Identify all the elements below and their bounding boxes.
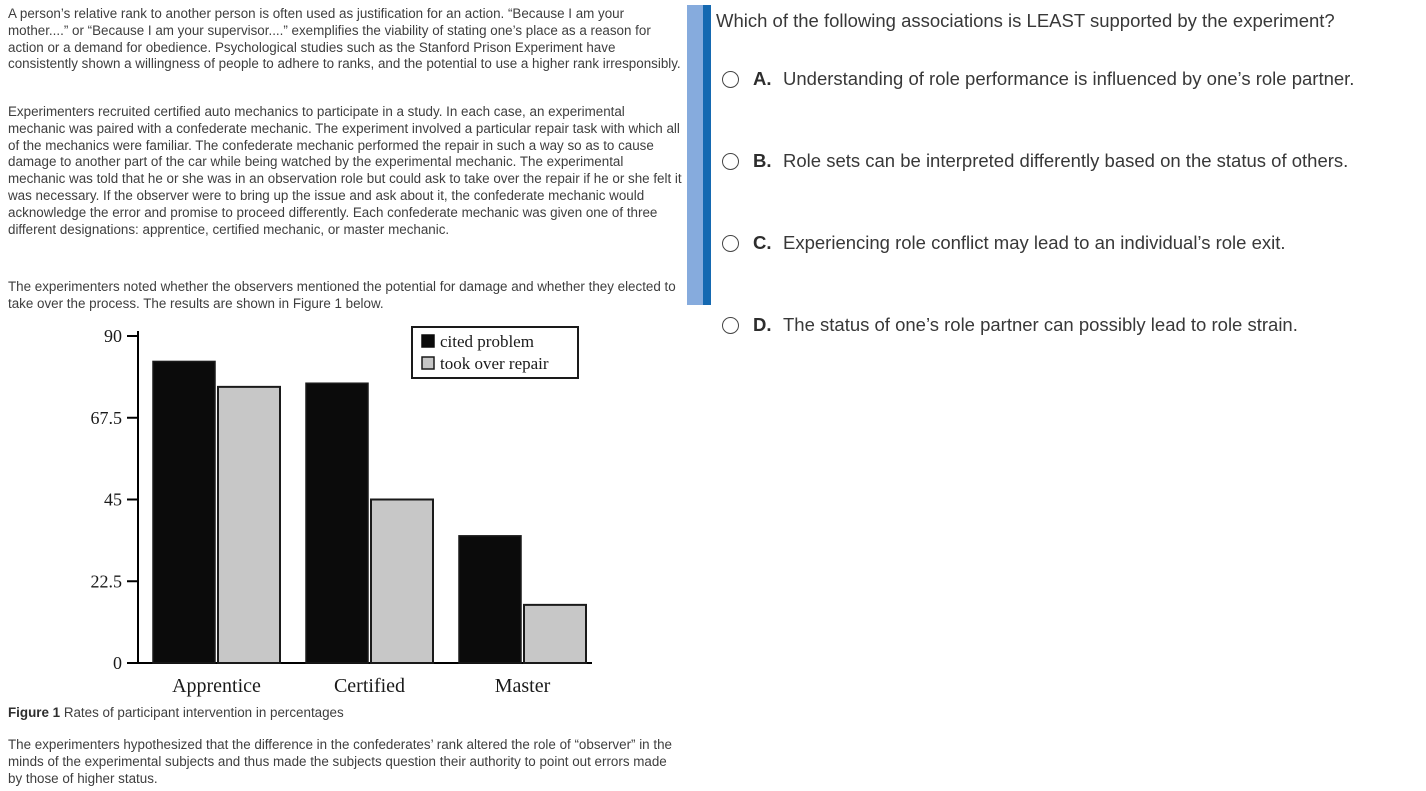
- option-letter-b: B.: [753, 150, 772, 171]
- option-text-b: Role sets can be interpreted differently based on the status of others.: [783, 150, 1349, 171]
- radio-button-c[interactable]: [722, 235, 739, 252]
- legend-label-1: took over repair: [440, 354, 549, 373]
- passage-paragraph-3: The experimenters noted whether the observers mentioned the potential for damage and whether they elected to take over the process. The results are shown in Figure 1 below.: [8, 279, 676, 311]
- bar-apprentice-series-0: [153, 361, 215, 663]
- legend-label-0: cited problem: [440, 332, 534, 351]
- x-category-label: Apprentice: [172, 675, 261, 697]
- y-tick-label: 90: [104, 326, 122, 346]
- question-text: Which of the following associations is LEAST supported by the experiment?: [716, 10, 1335, 31]
- answer-option-b[interactable]: [716, 150, 1348, 172]
- passage-paragraph-1: A person’s relative rank to another person is often used as justification for an action. “Because I am your mother....” or “Because I am your supervisor....” exemplifies the viability of stating one’s place as a reason for action or a demand for obedience. Psychological studies such as the Stanford Prison Experiment have consistently shown a willingness of people to adhere to ranks, and the potential to use a higher rank irresponsibly.: [8, 6, 681, 72]
- x-category-label: Certified: [333, 675, 406, 697]
- option-letter-d: D.: [753, 314, 772, 335]
- bar-master-series-1: [524, 605, 586, 663]
- y-tick-label: 22.5: [90, 571, 122, 592]
- panel-divider: [687, 5, 711, 305]
- answer-option-a[interactable]: [716, 68, 1354, 90]
- x-category-label: Master: [494, 675, 551, 697]
- passage-paragraph-2: Experimenters recruited certified auto mechanics to participate in a study. In each case, an experimental mechanic was paired with a confederate mechanic. The experiment involved a particular repair task with which all of the mechanics were familiar. The confederate mechanic performed the repair in such a way so as to cause damage to another part of the car while being watched by the experimental mechanic. The experimental mechanic was told that he or she was in an observation role but could ask to take over the repair if he or she felt it was necessary. If the observer were to bring up the issue and ask about it, the confederate mechanic would acknowledge the error and promise to proceed differently. Each confederate mechanic was given one of three different designations: apprentice, certified mechanic, or master mechanic.: [8, 104, 682, 237]
- legend-swatch-1: [422, 357, 434, 369]
- option-text-a: Understanding of role performance is influenced by one’s role partner.: [783, 68, 1355, 89]
- bar-certified-series-1: [371, 500, 433, 664]
- option-letter-c: C.: [753, 232, 772, 253]
- y-tick-label: 45: [104, 489, 122, 510]
- radio-button-a[interactable]: [722, 71, 739, 88]
- answer-option-c[interactable]: [716, 232, 1286, 254]
- figure-1-svg: [0, 315, 660, 705]
- divider-dark-stripe: [703, 5, 711, 305]
- passage-closing-paragraph: The experimenters hypothesized that the difference in the confederates’ rank altered the role of “observer” in the minds of the experimental subjects and thus made the subjects question their authority to point out errors made by those of higher status.: [8, 737, 672, 786]
- y-tick-label: 0: [113, 653, 122, 673]
- question-panel: [716, 0, 1422, 791]
- divider-light-stripe: [687, 5, 703, 305]
- legend-swatch-0: [422, 335, 434, 347]
- figure-1-bar-chart: [0, 315, 660, 705]
- answer-option-d[interactable]: [716, 314, 1298, 336]
- option-text-d: The status of one’s role partner can possibly lead to role strain.: [783, 314, 1298, 335]
- figure-caption-text: Rates of participant intervention in percentages: [60, 705, 344, 720]
- radio-button-d[interactable]: [722, 317, 739, 334]
- bar-certified-series-0: [306, 383, 368, 663]
- option-text-c: Experiencing role conflict may lead to an individual’s role exit.: [783, 232, 1286, 253]
- y-tick-label: 67.5: [90, 407, 122, 428]
- bar-apprentice-series-1: [218, 387, 280, 663]
- bar-master-series-0: [459, 536, 521, 663]
- option-letter-a: A.: [753, 68, 772, 89]
- figure-caption: [8, 705, 684, 722]
- figure-caption-label: Figure 1: [8, 705, 61, 720]
- radio-button-b[interactable]: [722, 153, 739, 170]
